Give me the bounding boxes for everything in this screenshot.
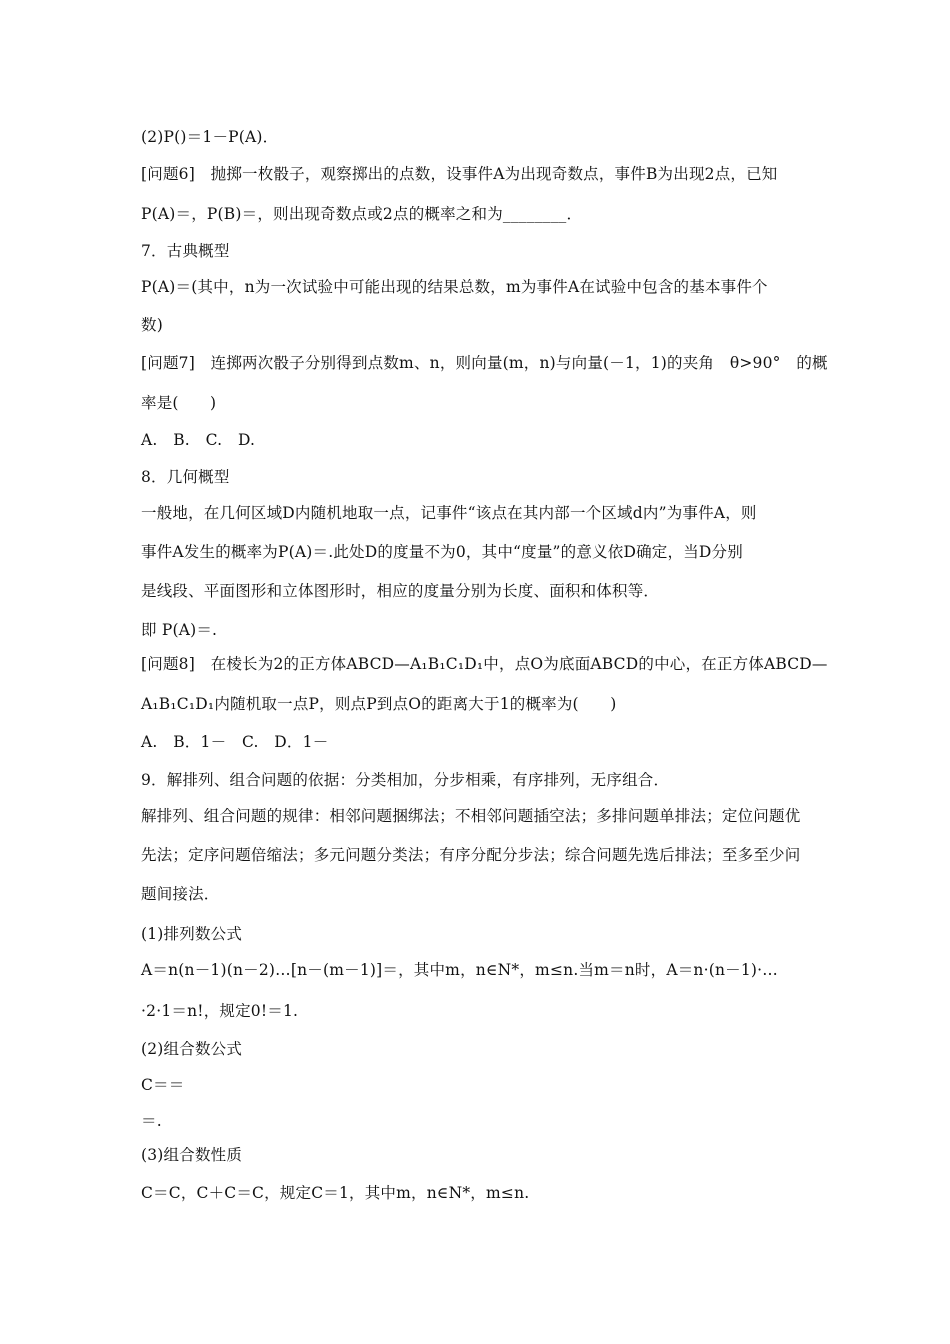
text-line: C＝＝	[141, 1076, 185, 1094]
text-line: 先法；定序问题倍缩法；多元问题分类法；有序分配分步法；综合问题先选后排法；至多至少问	[141, 846, 801, 864]
section-9-heading: 9．解排列、组合问题的依据：分类相加，分步相乘，有序排列，无序组合．	[141, 771, 670, 789]
section-7-heading: 7．古典概型	[141, 242, 230, 260]
text-line: 数)	[141, 316, 163, 334]
text-line: ＝.	[141, 1112, 162, 1130]
text-line: 事件A发生的概率为P(A)＝.此处D的度量不为0，其中“度量”的意义依D确定，当D分别	[141, 543, 743, 561]
text-line: P(A)＝(其中，n为一次试验中可能出现的结果总数，m为事件A在试验中包含的基本事件个	[141, 278, 768, 296]
text-line: 一般地，在几何区域D内随机地取一点，记事件“该点在其内部一个区域d内”为事件A，则	[141, 504, 757, 522]
text-line: ·2·1＝n!，规定0!＝1.	[141, 1002, 299, 1020]
problem-7-line-2: 率是( )	[141, 394, 217, 412]
text-line: 是线段、平面图形和立体图形时，相应的度量分别为长度、面积和体积等．	[141, 582, 660, 600]
problem-7-options: A. B. C. D.	[141, 431, 256, 449]
problem-6-line-2: P(A)＝，P(B)＝，则出现奇数点或2点的概率之和为________．	[141, 205, 583, 223]
text-line: C＝C，C＋C＝C，规定C＝1，其中m，n∈N*，m≤n.	[141, 1184, 530, 1202]
section-8-heading: 8．几何概型	[141, 468, 230, 486]
text-line: A＝n(n－1)(n－2)…[n－(m－1)]＝，其中m，n∈N*，m≤n.当m＝n时，A＝n·(n－1)·…	[141, 961, 778, 979]
problem-8-line-1: [问题8] 在棱长为2的正方体ABCD—A₁B₁C₁D₁中，点O为底面ABCD的中心，在正方体ABCD—	[141, 655, 828, 673]
subsection-heading: (3)组合数性质	[141, 1146, 243, 1164]
problem-8-line-2: A₁B₁C₁D₁内随机取一点P，则点P到点O的距离大于1的概率为( )	[141, 695, 617, 713]
subsection-heading: (2)组合数公式	[141, 1040, 243, 1058]
subsection-heading: (1)排列数公式	[141, 925, 243, 943]
text-line: 解排列、组合问题的规律：相邻问题捆绑法；不相邻问题插空法；多排问题单排法；定位问题优	[141, 807, 801, 825]
text-line: (2)P()＝1－P(A)．	[141, 128, 279, 146]
problem-7-line-1: [问题7] 连掷两次骰子分别得到点数m、n，则向量(m，n)与向量(－1，1)的夹角 θ>90° 的概	[141, 354, 828, 372]
text-line: 题间接法．	[141, 885, 220, 903]
problem-8-options: A. B．1－ C. D．1－	[141, 733, 329, 751]
text-line: 即 P(A)＝.	[141, 621, 218, 639]
problem-6-line-1: [问题6] 抛掷一枚骰子，观察掷出的点数，设事件A为出现奇数点，事件B为出现2点，已知	[141, 165, 778, 183]
